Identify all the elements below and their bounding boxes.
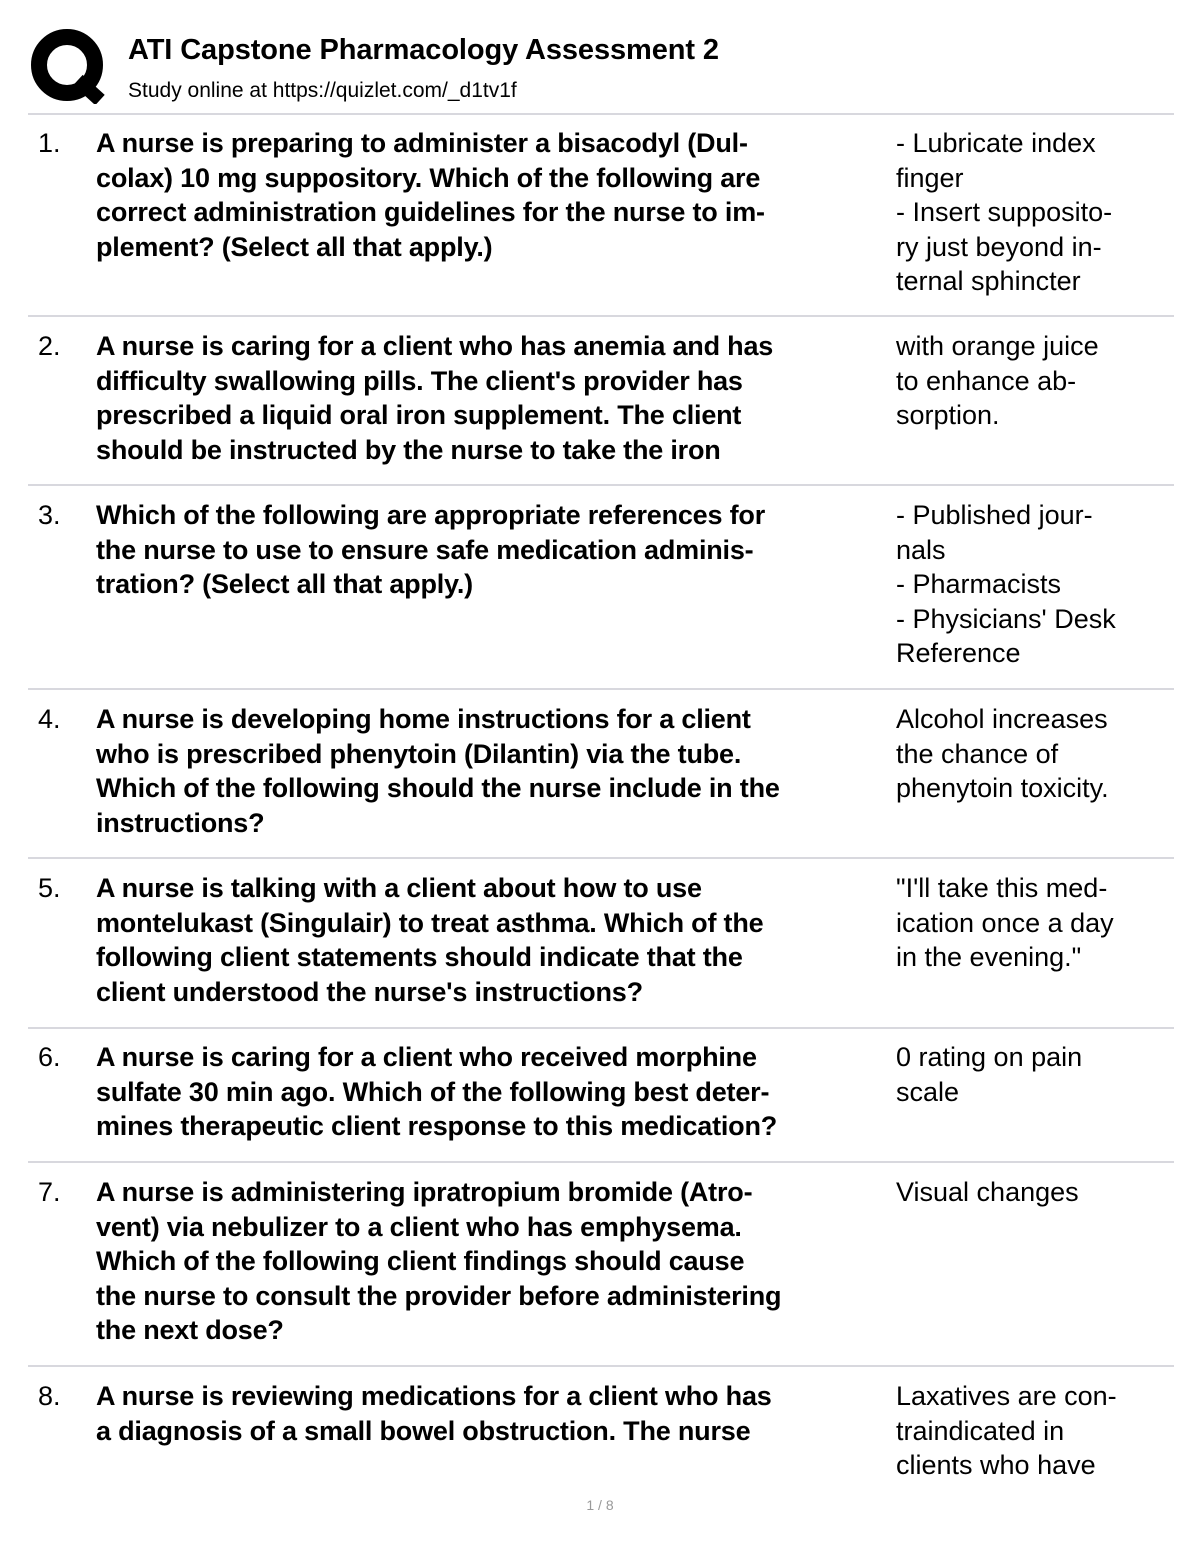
- divider: [28, 1161, 1174, 1163]
- card-definition: - Lubricate index finger - Insert supposito- ry just beyond in- ternal sphincter: [896, 128, 1113, 297]
- page-number: 1 / 8: [586, 1497, 614, 1513]
- page-header: [30, 28, 1174, 112]
- card-definition: 0 rating on pain scale: [896, 1042, 1083, 1107]
- divider: [28, 113, 1174, 115]
- card-term: Which of the following are appropriate references for the nurse to use to ensure safe medication adminis- tration? (Select all that apply.): [96, 500, 766, 600]
- card-term: A nurse is administering ipratropium bromide (Atro- vent) via nebulizer to a client who has emphysema. Which of the following client findings should cause the nurse to consult the provider before administering the next dose?: [96, 1177, 782, 1346]
- card-term: A nurse is preparing to administer a bisacodyl (Dul- colax) 10 mg suppository. Which of the following are correct administration guidelines for the nurse to im- plement? (Select all that apply.): [96, 128, 765, 262]
- document-title: ATI Capstone Pharmacology Assessment 2: [128, 34, 719, 66]
- divider: [28, 688, 1174, 690]
- card-number: 4.: [38, 704, 61, 734]
- card-term: A nurse is caring for a client who received morphine sulfate 30 min ago. Which of the following best deter- mines therapeutic client response to this medication?: [96, 1042, 778, 1142]
- card-definition: Alcohol increases the chance of phenytoin toxicity.: [896, 704, 1109, 804]
- card-term: A nurse is caring for a client who has anemia and has difficulty swallowing pills. The client's provider has prescribed a liquid oral iron supplement. The client should be instructed by the nurse to take the iron: [96, 331, 774, 465]
- divider: [28, 857, 1174, 859]
- card-number: 7.: [38, 1177, 61, 1207]
- study-online-link[interactable]: Study online at https://quizlet.com/_d1tv1f: [128, 79, 517, 102]
- card-definition: Laxatives are con- traindicated in clients who have: [896, 1381, 1117, 1481]
- divider: [28, 484, 1174, 486]
- card-number: 1.: [38, 128, 61, 158]
- card-number: 8.: [38, 1381, 61, 1411]
- card-definition: Visual changes: [896, 1177, 1079, 1207]
- divider: [28, 1365, 1174, 1367]
- card-number: 2.: [38, 331, 61, 361]
- card-term: A nurse is reviewing medications for a client who has a diagnosis of a small bowel obstruction. The nurse: [96, 1381, 772, 1446]
- card-term: A nurse is talking with a client about how to use montelukast (Singulair) to treat asthma. Which of the following client statements should indicate that the client understood the nurse's instructions?: [96, 873, 764, 1007]
- card-number: 3.: [38, 500, 61, 530]
- quizlet-logo-icon: [30, 28, 106, 104]
- card-definition: with orange juice to enhance ab- sorption.: [896, 331, 1099, 431]
- card-number: 6.: [38, 1042, 61, 1072]
- card-definition: - Published jour- nals - Pharmacists - Physicians' Desk Reference: [896, 500, 1116, 669]
- divider: [28, 1027, 1174, 1029]
- card-number: 5.: [38, 873, 61, 903]
- card-term: A nurse is developing home instructions for a client who is prescribed phenytoin (Dilantin) via the tube. Which of the following should the nurse include in the instructions?: [96, 704, 780, 838]
- card-definition: "I'll take this med- ication once a day in the evening.": [896, 873, 1114, 973]
- divider: [28, 315, 1174, 317]
